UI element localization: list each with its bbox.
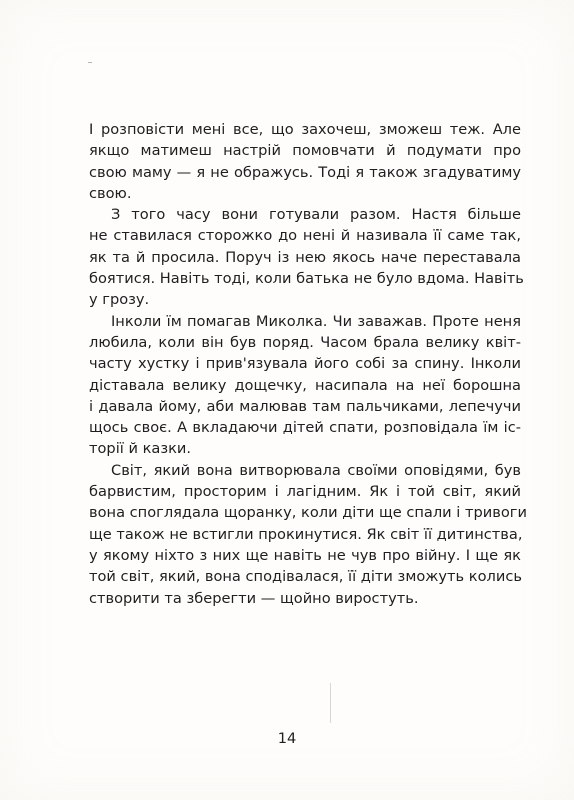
text-line: якщо матимеш настрій помовчати й подумати про — [89, 142, 521, 160]
scan-speck — [88, 62, 92, 63]
text-line: той світ, який, вона сподівалася, її діти зможуть колись — [89, 568, 522, 586]
paragraph — [89, 311, 521, 460]
text-line: частy хустку і прив'язувала його собі за спину. Інколи — [89, 355, 521, 373]
text-line: у грозу. — [89, 291, 150, 309]
paragraph — [89, 204, 524, 310]
text-line: не ставилася сторожко до нені й називала її саме так, — [89, 227, 521, 245]
text-line: любила, коли він був поряд. Часом брала велику квіт- — [89, 333, 521, 351]
scan-mark — [330, 683, 331, 723]
text-line: як та й просила. Поруч із нею якось наче переставала — [89, 248, 521, 266]
text-line: і давала йому, аби малював там пальчиками, лепечучи — [89, 397, 521, 415]
text-line: боятися. Навіть тоді, коли батька не було вдома. Навіть — [89, 270, 524, 288]
text-line: ще також не встигли прокинутися. Як світ її дитинства, — [89, 525, 523, 543]
page-number: 14 — [277, 730, 297, 747]
text-line: вона споглядала щоранку, коли діти ще спали і тривоги — [89, 504, 527, 522]
text-line: Інколи їм помагав Миколка. Чи заважав. Проте неня — [111, 312, 521, 330]
text-line: у якому ніхто з них ще навіть не чув про війну. І ще як — [89, 546, 521, 564]
paragraph — [89, 119, 521, 204]
text-line: І розповісти мені все, що захочеш, зможеш теж. Але — [89, 121, 521, 138]
text-line: барвистим, просторим і лагідним. Як і той світ, який — [89, 483, 521, 501]
body-text — [89, 119, 527, 609]
text-line: діставала велику дощечку, насипала на неї борошна — [89, 376, 521, 394]
text-line: щось своє. А вкладаючи дітей спати, розповідала їм іс- — [89, 419, 521, 437]
paragraph — [89, 460, 527, 609]
text-line: Світ, який вона витворювала своїми оповідями, був — [111, 461, 521, 479]
text-line: З того часу вони готували разом. Настя більше — [111, 206, 521, 224]
text-line: створити та зберегти — щойно виростуть. — [89, 589, 419, 607]
text-line: торії й казки. — [89, 440, 192, 458]
text-line: свою маму — я не ображусь. Тоді я також згадуватиму — [89, 163, 521, 181]
text-line: свою. — [89, 184, 132, 202]
